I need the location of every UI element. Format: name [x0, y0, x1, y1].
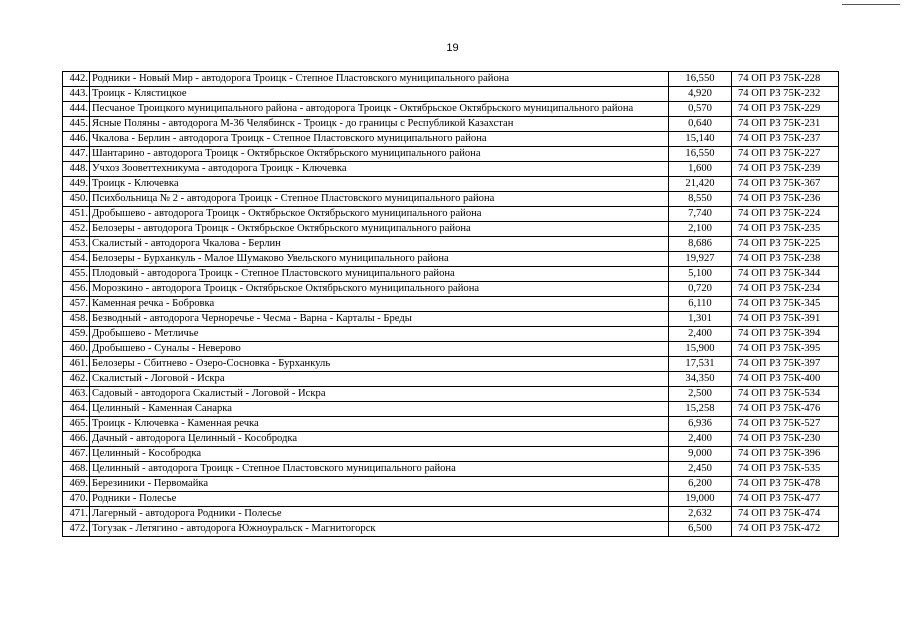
road-code-cell: 74 ОП РЗ 75К-391 — [732, 312, 839, 327]
table-row — [63, 447, 839, 462]
road-code-cell: 74 ОП РЗ 75К-345 — [732, 297, 839, 312]
road-length-cell: 8,550 — [669, 192, 732, 207]
road-code-cell: 74 ОП РЗ 75К-224 — [732, 207, 839, 222]
table-row — [63, 132, 839, 147]
row-number-cell: 468. — [63, 462, 90, 477]
table-row — [63, 102, 839, 117]
row-number-cell: 449. — [63, 177, 90, 192]
road-name-cell: Целинный - Кособродка — [90, 447, 669, 462]
row-number-cell: 442. — [63, 72, 90, 87]
road-code-cell: 74 ОП РЗ 75К-232 — [732, 87, 839, 102]
road-code-cell: 74 ОП РЗ 75К-394 — [732, 327, 839, 342]
row-number-cell: 454. — [63, 252, 90, 267]
row-number-cell: 462. — [63, 372, 90, 387]
page-number: 19 — [446, 42, 459, 54]
road-code-cell: 74 ОП РЗ 75К-472 — [732, 522, 839, 537]
table-row — [63, 222, 839, 237]
row-number-cell: 451. — [63, 207, 90, 222]
row-number-cell: 448. — [63, 162, 90, 177]
road-name-cell: Белозеры - Бурханкуль - Малое Шумаково Увельского муниципального района — [90, 252, 669, 267]
roads-table — [62, 71, 839, 537]
row-number-cell: 464. — [63, 402, 90, 417]
table-row — [63, 357, 839, 372]
row-number-cell: 447. — [63, 147, 90, 162]
road-code-cell: 74 ОП РЗ 75К-236 — [732, 192, 839, 207]
road-name-cell: Скалистый - автодорога Чкалова - Берлин — [90, 237, 669, 252]
road-code-cell: 74 ОП РЗ 75К-235 — [732, 222, 839, 237]
road-length-cell: 4,920 — [669, 87, 732, 102]
road-length-cell: 7,740 — [669, 207, 732, 222]
road-length-cell: 2,632 — [669, 507, 732, 522]
road-code-cell: 74 ОП РЗ 75К-527 — [732, 417, 839, 432]
road-name-cell: Морозкино - автодорога Троицк - Октябрьское Октябрьского муниципального района — [90, 282, 669, 297]
table-row — [63, 207, 839, 222]
road-length-cell: 9,000 — [669, 447, 732, 462]
road-length-cell: 2,450 — [669, 462, 732, 477]
row-number-cell: 472. — [63, 522, 90, 537]
road-length-cell: 1,600 — [669, 162, 732, 177]
table-row — [63, 522, 839, 537]
road-length-cell: 34,350 — [669, 372, 732, 387]
table-row — [63, 372, 839, 387]
table-row — [63, 87, 839, 102]
table-row — [63, 237, 839, 252]
road-code-cell: 74 ОП РЗ 75К-534 — [732, 387, 839, 402]
road-length-cell: 1,301 — [669, 312, 732, 327]
row-number-cell: 445. — [63, 117, 90, 132]
road-code-cell: 74 ОП РЗ 75К-344 — [732, 267, 839, 282]
table-row — [63, 417, 839, 432]
top-edge-rule — [842, 4, 900, 5]
road-name-cell: Троицк - Клястицкое — [90, 87, 669, 102]
road-name-cell: Тогузак - Летягино - автодорога Южноуральск - Магнитогорск — [90, 522, 669, 537]
road-length-cell: 5,100 — [669, 267, 732, 282]
road-name-cell: Дробышево - Суналы - Неверово — [90, 342, 669, 357]
road-name-cell: Белозеры - Сбитнево - Озеро-Сосновка - Бурханкуль — [90, 357, 669, 372]
table-row — [63, 492, 839, 507]
road-name-cell: Лагерный - автодорога Родники - Полесье — [90, 507, 669, 522]
row-number-cell: 470. — [63, 492, 90, 507]
road-name-cell: Безводный - автодорога Черноречье - Чесма - Варна - Карталы - Бреды — [90, 312, 669, 327]
road-name-cell: Садовый - автодорога Скалистый - Логовой - Искра — [90, 387, 669, 402]
road-code-cell: 74 ОП РЗ 75К-395 — [732, 342, 839, 357]
row-number-cell: 469. — [63, 477, 90, 492]
roads-table-body — [63, 72, 839, 537]
row-number-cell: 466. — [63, 432, 90, 447]
road-name-cell: Дробышево - Метличье — [90, 327, 669, 342]
table-row — [63, 342, 839, 357]
road-name-cell: Белозеры - автодорога Троицк - Октябрьское Октябрьского муниципального района — [90, 222, 669, 237]
road-length-cell: 2,100 — [669, 222, 732, 237]
road-name-cell: Учхоз Зооветтехникума - автодорога Троицк - Ключевка — [90, 162, 669, 177]
road-length-cell: 6,110 — [669, 297, 732, 312]
road-length-cell: 8,686 — [669, 237, 732, 252]
road-length-cell: 19,927 — [669, 252, 732, 267]
table-row — [63, 267, 839, 282]
table-row — [63, 147, 839, 162]
road-code-cell: 74 ОП РЗ 75К-397 — [732, 357, 839, 372]
row-number-cell: 461. — [63, 357, 90, 372]
table-row — [63, 462, 839, 477]
road-code-cell: 74 ОП РЗ 75К-367 — [732, 177, 839, 192]
row-number-cell: 446. — [63, 132, 90, 147]
road-length-cell: 2,500 — [669, 387, 732, 402]
road-code-cell: 74 ОП РЗ 75К-535 — [732, 462, 839, 477]
road-code-cell: 74 ОП РЗ 75К-234 — [732, 282, 839, 297]
road-name-cell: Троицк - Ключевка - Каменная речка — [90, 417, 669, 432]
table-row — [63, 162, 839, 177]
table-row — [63, 387, 839, 402]
road-name-cell: Родники - Полесье — [90, 492, 669, 507]
road-length-cell: 2,400 — [669, 432, 732, 447]
table-row — [63, 402, 839, 417]
road-length-cell: 0,570 — [669, 102, 732, 117]
row-number-cell: 457. — [63, 297, 90, 312]
road-name-cell: Родники - Новый Мир - автодорога Троицк - Степное Пластовского муниципального района — [90, 72, 669, 87]
row-number-cell: 455. — [63, 267, 90, 282]
road-length-cell: 16,550 — [669, 72, 732, 87]
road-name-cell: Дачный - автодорога Целинный - Кособродка — [90, 432, 669, 447]
road-length-cell: 15,900 — [669, 342, 732, 357]
road-length-cell: 6,936 — [669, 417, 732, 432]
road-code-cell: 74 ОП РЗ 75К-238 — [732, 252, 839, 267]
road-length-cell: 2,400 — [669, 327, 732, 342]
road-length-cell: 0,640 — [669, 117, 732, 132]
road-length-cell: 19,000 — [669, 492, 732, 507]
road-code-cell: 74 ОП РЗ 75К-476 — [732, 402, 839, 417]
road-code-cell: 74 ОП РЗ 75К-239 — [732, 162, 839, 177]
road-code-cell: 74 ОП РЗ 75К-478 — [732, 477, 839, 492]
row-number-cell: 452. — [63, 222, 90, 237]
table-row — [63, 117, 839, 132]
road-code-cell: 74 ОП РЗ 75К-230 — [732, 432, 839, 447]
row-number-cell: 450. — [63, 192, 90, 207]
road-code-cell: 74 ОП РЗ 75К-227 — [732, 147, 839, 162]
road-name-cell: Целинный - Каменная Санарка — [90, 402, 669, 417]
road-code-cell: 74 ОП РЗ 75К-225 — [732, 237, 839, 252]
table-row — [63, 507, 839, 522]
table-row — [63, 432, 839, 447]
road-length-cell: 6,200 — [669, 477, 732, 492]
road-name-cell: Троицк - Ключевка — [90, 177, 669, 192]
road-code-cell: 74 ОП РЗ 75К-474 — [732, 507, 839, 522]
road-name-cell: Шантарино - автодорога Троицк - Октябрьское Октябрьского муниципального района — [90, 147, 669, 162]
road-code-cell: 74 ОП РЗ 75К-231 — [732, 117, 839, 132]
road-length-cell: 15,258 — [669, 402, 732, 417]
road-name-cell: Скалистый - Логовой - Искра — [90, 372, 669, 387]
road-name-cell: Психбольница № 2 - автодорога Троицк - Степное Пластовского муниципального района — [90, 192, 669, 207]
row-number-cell: 453. — [63, 237, 90, 252]
row-number-cell: 471. — [63, 507, 90, 522]
row-number-cell: 458. — [63, 312, 90, 327]
road-name-cell: Чкалова - Берлин - автодорога Троицк - Степное Пластовского муниципального района — [90, 132, 669, 147]
table-row — [63, 177, 839, 192]
road-code-cell: 74 ОП РЗ 75К-400 — [732, 372, 839, 387]
table-row — [63, 282, 839, 297]
table-row — [63, 72, 839, 87]
road-name-cell: Каменная речка - Бобровка — [90, 297, 669, 312]
road-length-cell: 17,531 — [669, 357, 732, 372]
table-row — [63, 297, 839, 312]
table-row — [63, 252, 839, 267]
row-number-cell: 443. — [63, 87, 90, 102]
road-name-cell: Песчаное Троицкого муниципального района - автодорога Троицк - Октябрьское Октябрьского муниципального района — [90, 102, 669, 117]
road-code-cell: 74 ОП РЗ 75К-228 — [732, 72, 839, 87]
road-name-cell: Ясные Поляны - автодорога М-36 Челябинск - Троицк - до границы с Республикой Казахстан — [90, 117, 669, 132]
road-name-cell: Березиники - Первомайка — [90, 477, 669, 492]
table-row — [63, 192, 839, 207]
row-number-cell: 465. — [63, 417, 90, 432]
road-code-cell: 74 ОП РЗ 75К-396 — [732, 447, 839, 462]
road-length-cell: 16,550 — [669, 147, 732, 162]
road-name-cell: Плодовый - автодорога Троицк - Степное Пластовского муниципального района — [90, 267, 669, 282]
table-row — [63, 312, 839, 327]
road-code-cell: 74 ОП РЗ 75К-229 — [732, 102, 839, 117]
row-number-cell: 456. — [63, 282, 90, 297]
road-length-cell: 21,420 — [669, 177, 732, 192]
row-number-cell: 463. — [63, 387, 90, 402]
road-code-cell: 74 ОП РЗ 75К-477 — [732, 492, 839, 507]
road-code-cell: 74 ОП РЗ 75К-237 — [732, 132, 839, 147]
row-number-cell: 460. — [63, 342, 90, 357]
row-number-cell: 444. — [63, 102, 90, 117]
row-number-cell: 467. — [63, 447, 90, 462]
row-number-cell: 459. — [63, 327, 90, 342]
road-length-cell: 0,720 — [669, 282, 732, 297]
road-name-cell: Целинный - автодорога Троицк - Степное Пластовского муниципального района — [90, 462, 669, 477]
table-row — [63, 327, 839, 342]
road-length-cell: 15,140 — [669, 132, 732, 147]
road-length-cell: 6,500 — [669, 522, 732, 537]
table-row — [63, 477, 839, 492]
road-name-cell: Дробышево - автодорога Троицк - Октябрьское Октябрьского муниципального района — [90, 207, 669, 222]
